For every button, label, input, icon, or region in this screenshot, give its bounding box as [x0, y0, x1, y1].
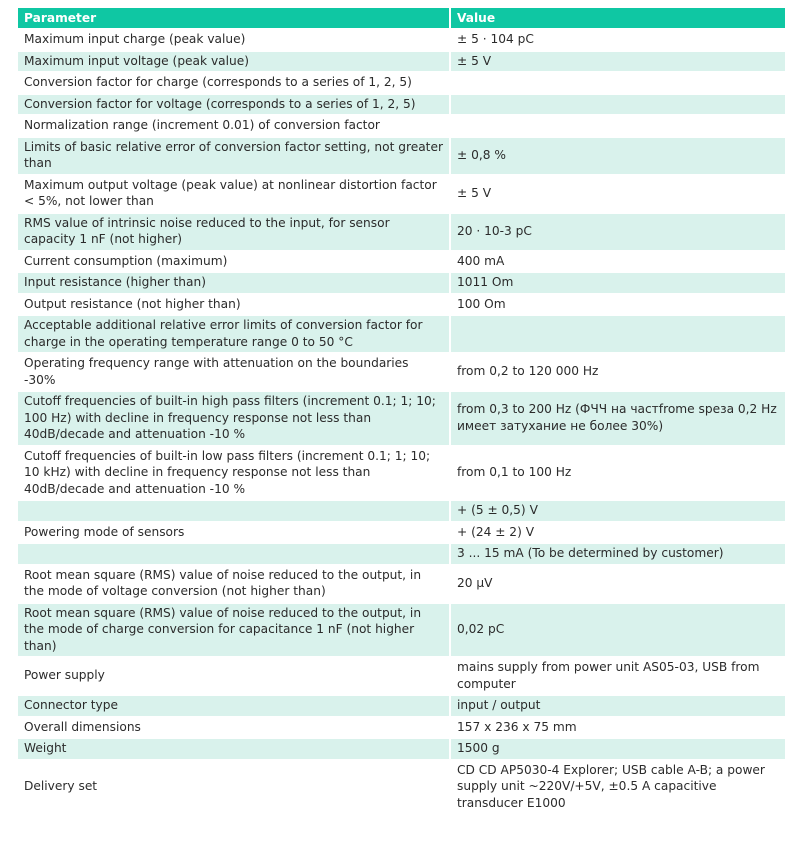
- row-parameter: Power supply: [18, 657, 450, 695]
- row-parameter: Limits of basic relative error of conversion factor setting, not greater than: [18, 137, 450, 175]
- row-parameter: Maximum input voltage (peak value): [18, 51, 450, 73]
- row-value: + (24 ± 2) V: [450, 522, 785, 544]
- row-parameter: Powering mode of sensors: [18, 522, 450, 544]
- table-row: [18, 294, 785, 316]
- table-row: [18, 565, 785, 603]
- table-row: [18, 353, 785, 391]
- table-row: [18, 738, 785, 760]
- row-parameter: Output resistance (not higher than): [18, 294, 450, 316]
- table-row: [18, 272, 785, 294]
- row-parameter: Maximum input charge (peak value): [18, 29, 450, 51]
- row-parameter: Root mean square (RMS) value of noise reduced to the output, in the mode of charge conversion for capacitance 1 nF (not higher than): [18, 603, 450, 658]
- row-value: from 0,1 to 100 Hz: [450, 446, 785, 501]
- row-value: ± 5 V: [450, 175, 785, 213]
- row-parameter: Maximum output voltage (peak value) at nonlinear distortion factor < 5%, not lower than: [18, 175, 450, 213]
- table-row: [18, 446, 785, 501]
- table-row: [18, 175, 785, 213]
- row-value: from 0,2 to 120 000 Hz: [450, 353, 785, 391]
- row-value: 20 · 10-3 pC: [450, 213, 785, 251]
- row-parameter: Conversion factor for charge (corresponds to a series of 1, 2, 5): [18, 72, 450, 94]
- row-value: 100 Om: [450, 294, 785, 316]
- row-parameter: Weight: [18, 738, 450, 760]
- table-row: [18, 717, 785, 739]
- row-parameter: Root mean square (RMS) value of noise reduced to the output, in the mode of voltage conversion (not higher than): [18, 565, 450, 603]
- row-parameter: Connector type: [18, 695, 450, 717]
- row-parameter: Cutoff frequencies of built-in high pass filters (increment 0.1; 1; 10; 100 Hz) with decline in frequency response not less than 40dB/decade and attenuation -10 %: [18, 391, 450, 446]
- row-value: [450, 315, 785, 353]
- row-parameter: Normalization range (increment 0.01) of conversion factor: [18, 115, 450, 137]
- table-header-row: [18, 8, 785, 29]
- row-parameter: [18, 543, 450, 565]
- table-row: [18, 391, 785, 446]
- table-row: [18, 251, 785, 273]
- table-row: [18, 51, 785, 73]
- row-parameter: [18, 500, 450, 522]
- row-value: 1011 Om: [450, 272, 785, 294]
- row-value: + (5 ± 0,5) V: [450, 500, 785, 522]
- table-row: [18, 543, 785, 565]
- row-parameter: Cutoff frequencies of built-in low pass filters (increment 0.1; 1; 10; 10 kHz) with decline in frequency response not less than 40dB/decade and attenuation -10 %: [18, 446, 450, 501]
- row-value: 20 μV: [450, 565, 785, 603]
- table-row: [18, 137, 785, 175]
- row-value: [450, 94, 785, 116]
- row-value: [450, 72, 785, 94]
- row-parameter: Delivery set: [18, 760, 450, 815]
- row-value: ± 5 · 104 pC: [450, 29, 785, 51]
- row-parameter: Current consumption (maximum): [18, 251, 450, 273]
- row-value: 400 mA: [450, 251, 785, 273]
- header-parameter: Parameter: [18, 8, 450, 29]
- table-row: [18, 500, 785, 522]
- row-value: mains supply from power unit AS05-03, USB from computer: [450, 657, 785, 695]
- row-value: ± 5 V: [450, 51, 785, 73]
- table-row: [18, 760, 785, 815]
- row-value: ± 0,8 %: [450, 137, 785, 175]
- table-row: [18, 213, 785, 251]
- table-row: [18, 29, 785, 51]
- table-row: [18, 657, 785, 695]
- row-parameter: Overall dimensions: [18, 717, 450, 739]
- table-row: [18, 72, 785, 94]
- row-value: input / output: [450, 695, 785, 717]
- row-parameter: Conversion factor for voltage (corresponds to a series of 1, 2, 5): [18, 94, 450, 116]
- row-value: CD CD AP5030-4 Explorer; USB cable A-B; a power supply unit ~220V/+5V, ±0.5 A capacitive transducer E1000: [450, 760, 785, 815]
- table-row: [18, 115, 785, 137]
- row-value: [450, 115, 785, 137]
- table-row: [18, 522, 785, 544]
- table-row: [18, 315, 785, 353]
- row-value: 1500 g: [450, 738, 785, 760]
- row-value: 3 ... 15 mA (To be determined by customer): [450, 543, 785, 565]
- row-value: 157 x 236 x 75 mm: [450, 717, 785, 739]
- specifications-table: [18, 8, 785, 815]
- table-row: [18, 94, 785, 116]
- row-parameter: RMS value of intrinsic noise reduced to the input, for sensor capacity 1 nF (not higher): [18, 213, 450, 251]
- row-value: 0,02 pC: [450, 603, 785, 658]
- row-parameter: Input resistance (higher than): [18, 272, 450, 294]
- row-value: from 0,3 to 200 Hz (ФЧЧ на частfrome sреза 0,2 Hz имеет затухание не более 30%): [450, 391, 785, 446]
- row-parameter: Operating frequency range with attenuation on the boundaries -30%: [18, 353, 450, 391]
- table-row: [18, 603, 785, 658]
- table-row: [18, 695, 785, 717]
- row-parameter: Acceptable additional relative error limits of conversion factor for charge in the operating temperature range 0 to 50 °C: [18, 315, 450, 353]
- header-value: Value: [450, 8, 785, 29]
